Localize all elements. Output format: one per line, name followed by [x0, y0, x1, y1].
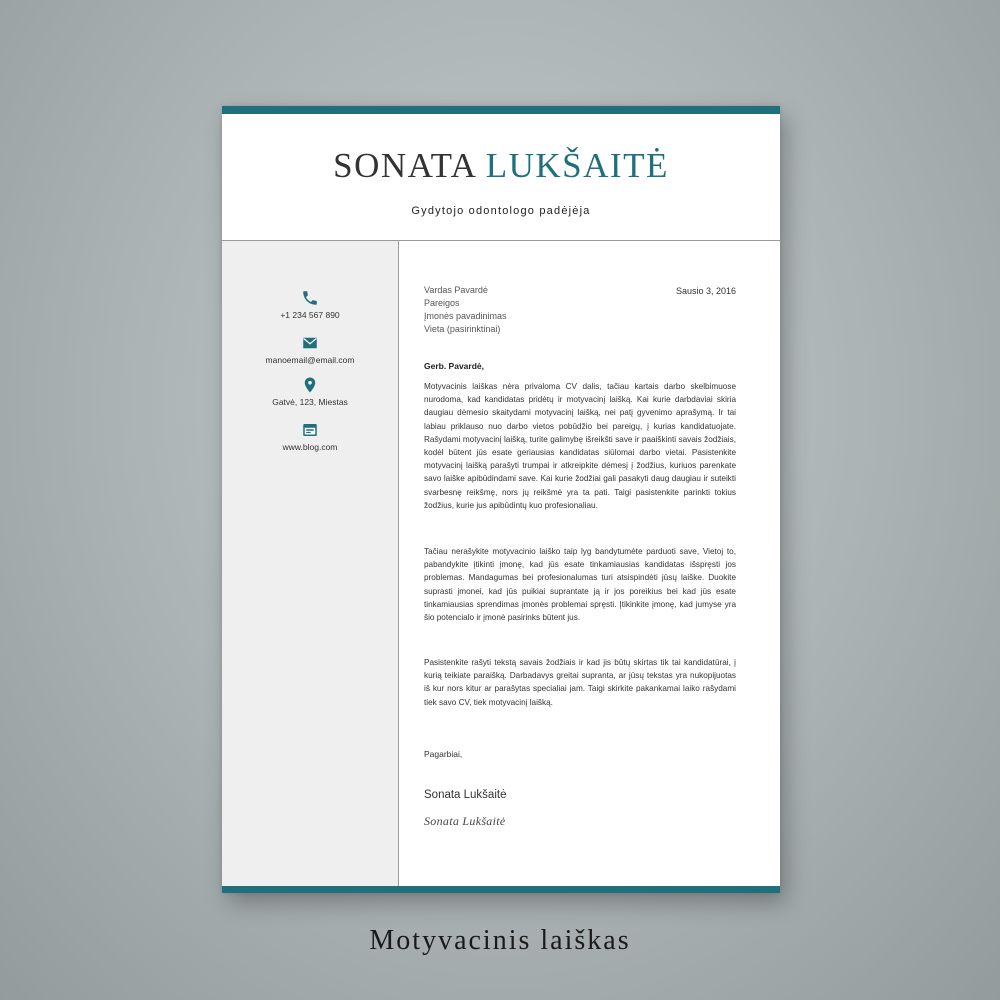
applicant-name — [222, 146, 780, 186]
recipient-location: Vieta (pasirinktinai) — [424, 324, 501, 334]
recipient-block — [424, 284, 507, 336]
letter-paragraph: Motyvacinis laiškas nėra privaloma CV dalis, tačiau kartais darbo skelbimuose nurodoma, kad kandidatas pridėtų ir motyvacinį laišką. Kai kurie darbdaviai skiria daugiau dėmesio skaitydami motyvacinį laišką, nei patį gyvenimo aprašymą. Ir tai labiau priklauso nuo darbo vietos pobūdžio bei pareigų, į kurias kandidatuojate. Rašydami motyvacinį laišką, turite galimybę išreikšti save ir paaiškinti savais žodžiais, kodėl būtent jūs esate geriausias kandidatas siūlomai darbo vietai. Pasistenkite motyvacinį laišką parašyti trumpai ir atkreipkite dėmesį į žodžius, kuriuos parenkate savo laiške apibūdindami save. Kai kurie žodžiai gali pasakyti daug daugiau ir suteikti svarbesnę reikšmę, nors jų reikšmė yra ta pati. Taigi pasistenkite parinkti tokius žodžius, kurie jus apibūdintų kuo profesionaliau. — [424, 382, 736, 510]
job-title: Gydytojo odontologo padėjėja — [411, 205, 591, 217]
last-name: LUKŠAITĖ — [485, 146, 669, 185]
web-browser-icon — [301, 421, 319, 439]
street-address: Gatvė, 123, Miestas — [272, 397, 348, 407]
phone-number: +1 234 567 890 — [280, 310, 340, 320]
phone-icon — [301, 289, 319, 307]
handwritten-signature: Sonata Lukšaitė — [424, 814, 506, 828]
contact-email — [222, 334, 398, 365]
closing-line: Pagarbiai, — [424, 749, 463, 759]
contact-website — [222, 421, 398, 452]
caption: Motyvacinis laiškas — [369, 925, 631, 956]
letter-date: Sausio 3, 2016 — [675, 286, 736, 296]
contact-address — [222, 376, 398, 407]
cover-letter-page — [222, 106, 780, 893]
top-accent-bar — [222, 106, 780, 114]
recipient-name: Vardas Pavardė — [424, 285, 488, 295]
greeting: Gerb. Pavardė, — [424, 361, 485, 371]
first-name: SONATA — [333, 146, 476, 185]
sidebar-divider — [398, 241, 399, 886]
contact-phone — [222, 289, 398, 320]
email-address: manoemail@email.com — [265, 355, 355, 365]
recipient-position: Pareigos — [424, 298, 460, 308]
letter-header — [222, 114, 780, 240]
letter-paragraph: Pasistenkite rašyti tekstą savais žodžiais ir kad jis būtų skirtas tik tai kandidatūrai, į kurią teikiate paraišką. Darbadavys greitai supranta, ar jūsų tekstas yra nukopijuotas iš kur nors kitur ar parašytas specialiai jam. Taigi skirkite pakankamai laiko rašydami tiek savo CV, tiek motyvacinį laišką. — [424, 658, 736, 707]
bottom-accent-bar — [222, 886, 780, 893]
website-url: www.blog.com — [282, 442, 338, 452]
contact-sidebar — [222, 241, 398, 886]
letter-paragraph: Tačiau nerašykite motyvacinio laiško taip lyg bandytumėte parduoti save, Vietoj to, pabandykite įtikinti įmonę, kad jūs esate tinkamiausias kandidatas išspręsti jos problemas. Mandagumas bei profesionalumas turi atsispindėti jūsų laiške. Duokite suprasti įmonei, kad jūs puikiai suprantate ją ir jos poreikius bei kad jūs esate tinkamiausias sprendimas įmonės problemai spręsti. Įtikinkite įmonę, kad jumyse yra šio potencialo ir įmonė pasirinks būtent jus. — [424, 547, 736, 623]
recipient-company: Įmonės pavadinimas — [424, 311, 507, 321]
map-pin-icon — [301, 376, 319, 394]
envelope-icon — [301, 334, 319, 352]
signer-name: Sonata Lukšaitė — [424, 789, 507, 801]
